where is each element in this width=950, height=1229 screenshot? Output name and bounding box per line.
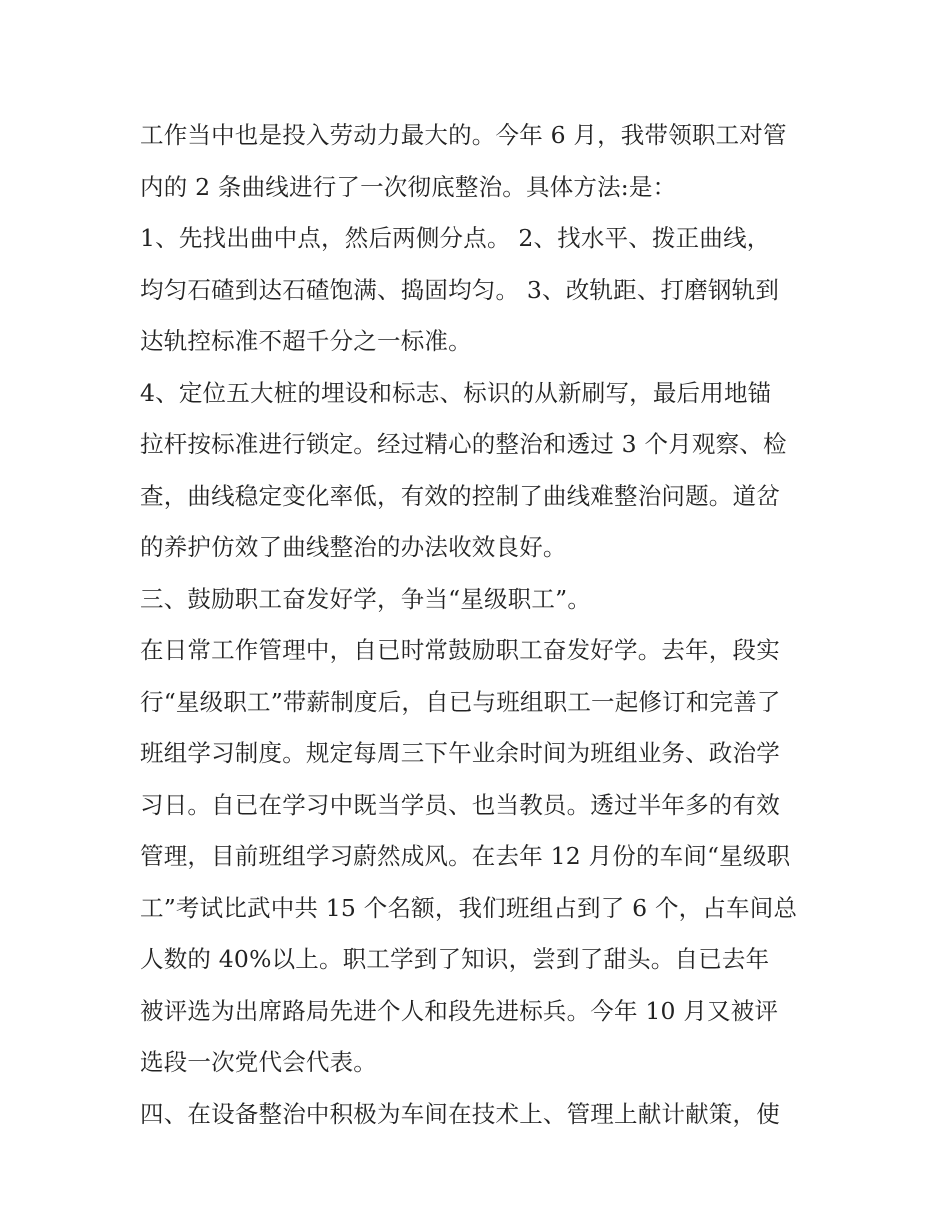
text-line-11: 在日常工作管理中，自已时常鼓励职工奋发好学。去年，段实 (140, 636, 780, 664)
text-line-17: 人数的 40%以上。职工学到了知识，尝到了甜头。自已去年 (140, 945, 770, 973)
text-line-18: 被评选为出席路局先进个人和段先进标兵。今年 10 月又被评 (140, 996, 779, 1025)
text-line-16: 工”考试比武中共 15 个名额，我们班组占到了 6 个，占车间总 (140, 893, 798, 922)
text-line-15: 管理，目前班组学习蔚然成风。在去年 12 月份的车间“星级职 (140, 842, 791, 870)
section-heading-3: 三、鼓励职工奋发好学，争当“星级职工”。 (140, 584, 592, 613)
text-line-7: 拉杆按标准进行锁定。经过精心的整治和透过 3 个月观察、检 (140, 430, 787, 458)
text-line-8: 查，曲线稳定变化率低，有效的控制了曲线难整治问题。道岔 (140, 481, 780, 510)
text-line-2: 内的 2 条曲线进行了一次彻底整治。具体方法:是： (140, 172, 677, 201)
text-line-9: 的养护仿效了曲线整治的办法收效良好。 (140, 533, 567, 561)
text-line-4: 均匀石碴到达石碴饱满、捣固均匀。 3、改轨距、打磨钢轨到 (140, 275, 780, 304)
text-line-5: 达轨控标准不超千分之一标准。 (140, 327, 472, 355)
text-line-3: 1、先找出曲中点，然后两侧分点。 2、找水平、拨正曲线， (140, 224, 771, 252)
text-line-1: 工作当中也是投入劳动力最大的。今年 6 月，我带领职工对管 (140, 121, 787, 149)
text-line-6: 4、定位五大桩的埋设和标志、标识的从新刷写，最后用地锚 (140, 378, 772, 407)
text-line-14: 习日。自已在学习中既当学员、也当教员。透过半年多的有效 (140, 790, 780, 819)
text-line-13: 班组学习制度。规定每周三下午业余时间为班组业务、政治学 (140, 739, 780, 767)
text-line-12: 行“星级职工”带薪制度后，自已与班组职工一起修订和完善了 (140, 687, 781, 716)
section-heading-4: 四、在设备整治中积极为车间在技术上、管理上献计献策，使 (140, 1099, 780, 1128)
document-body (140, 110, 820, 1140)
text-line-19: 选段一次党代会代表。 (140, 1048, 377, 1076)
